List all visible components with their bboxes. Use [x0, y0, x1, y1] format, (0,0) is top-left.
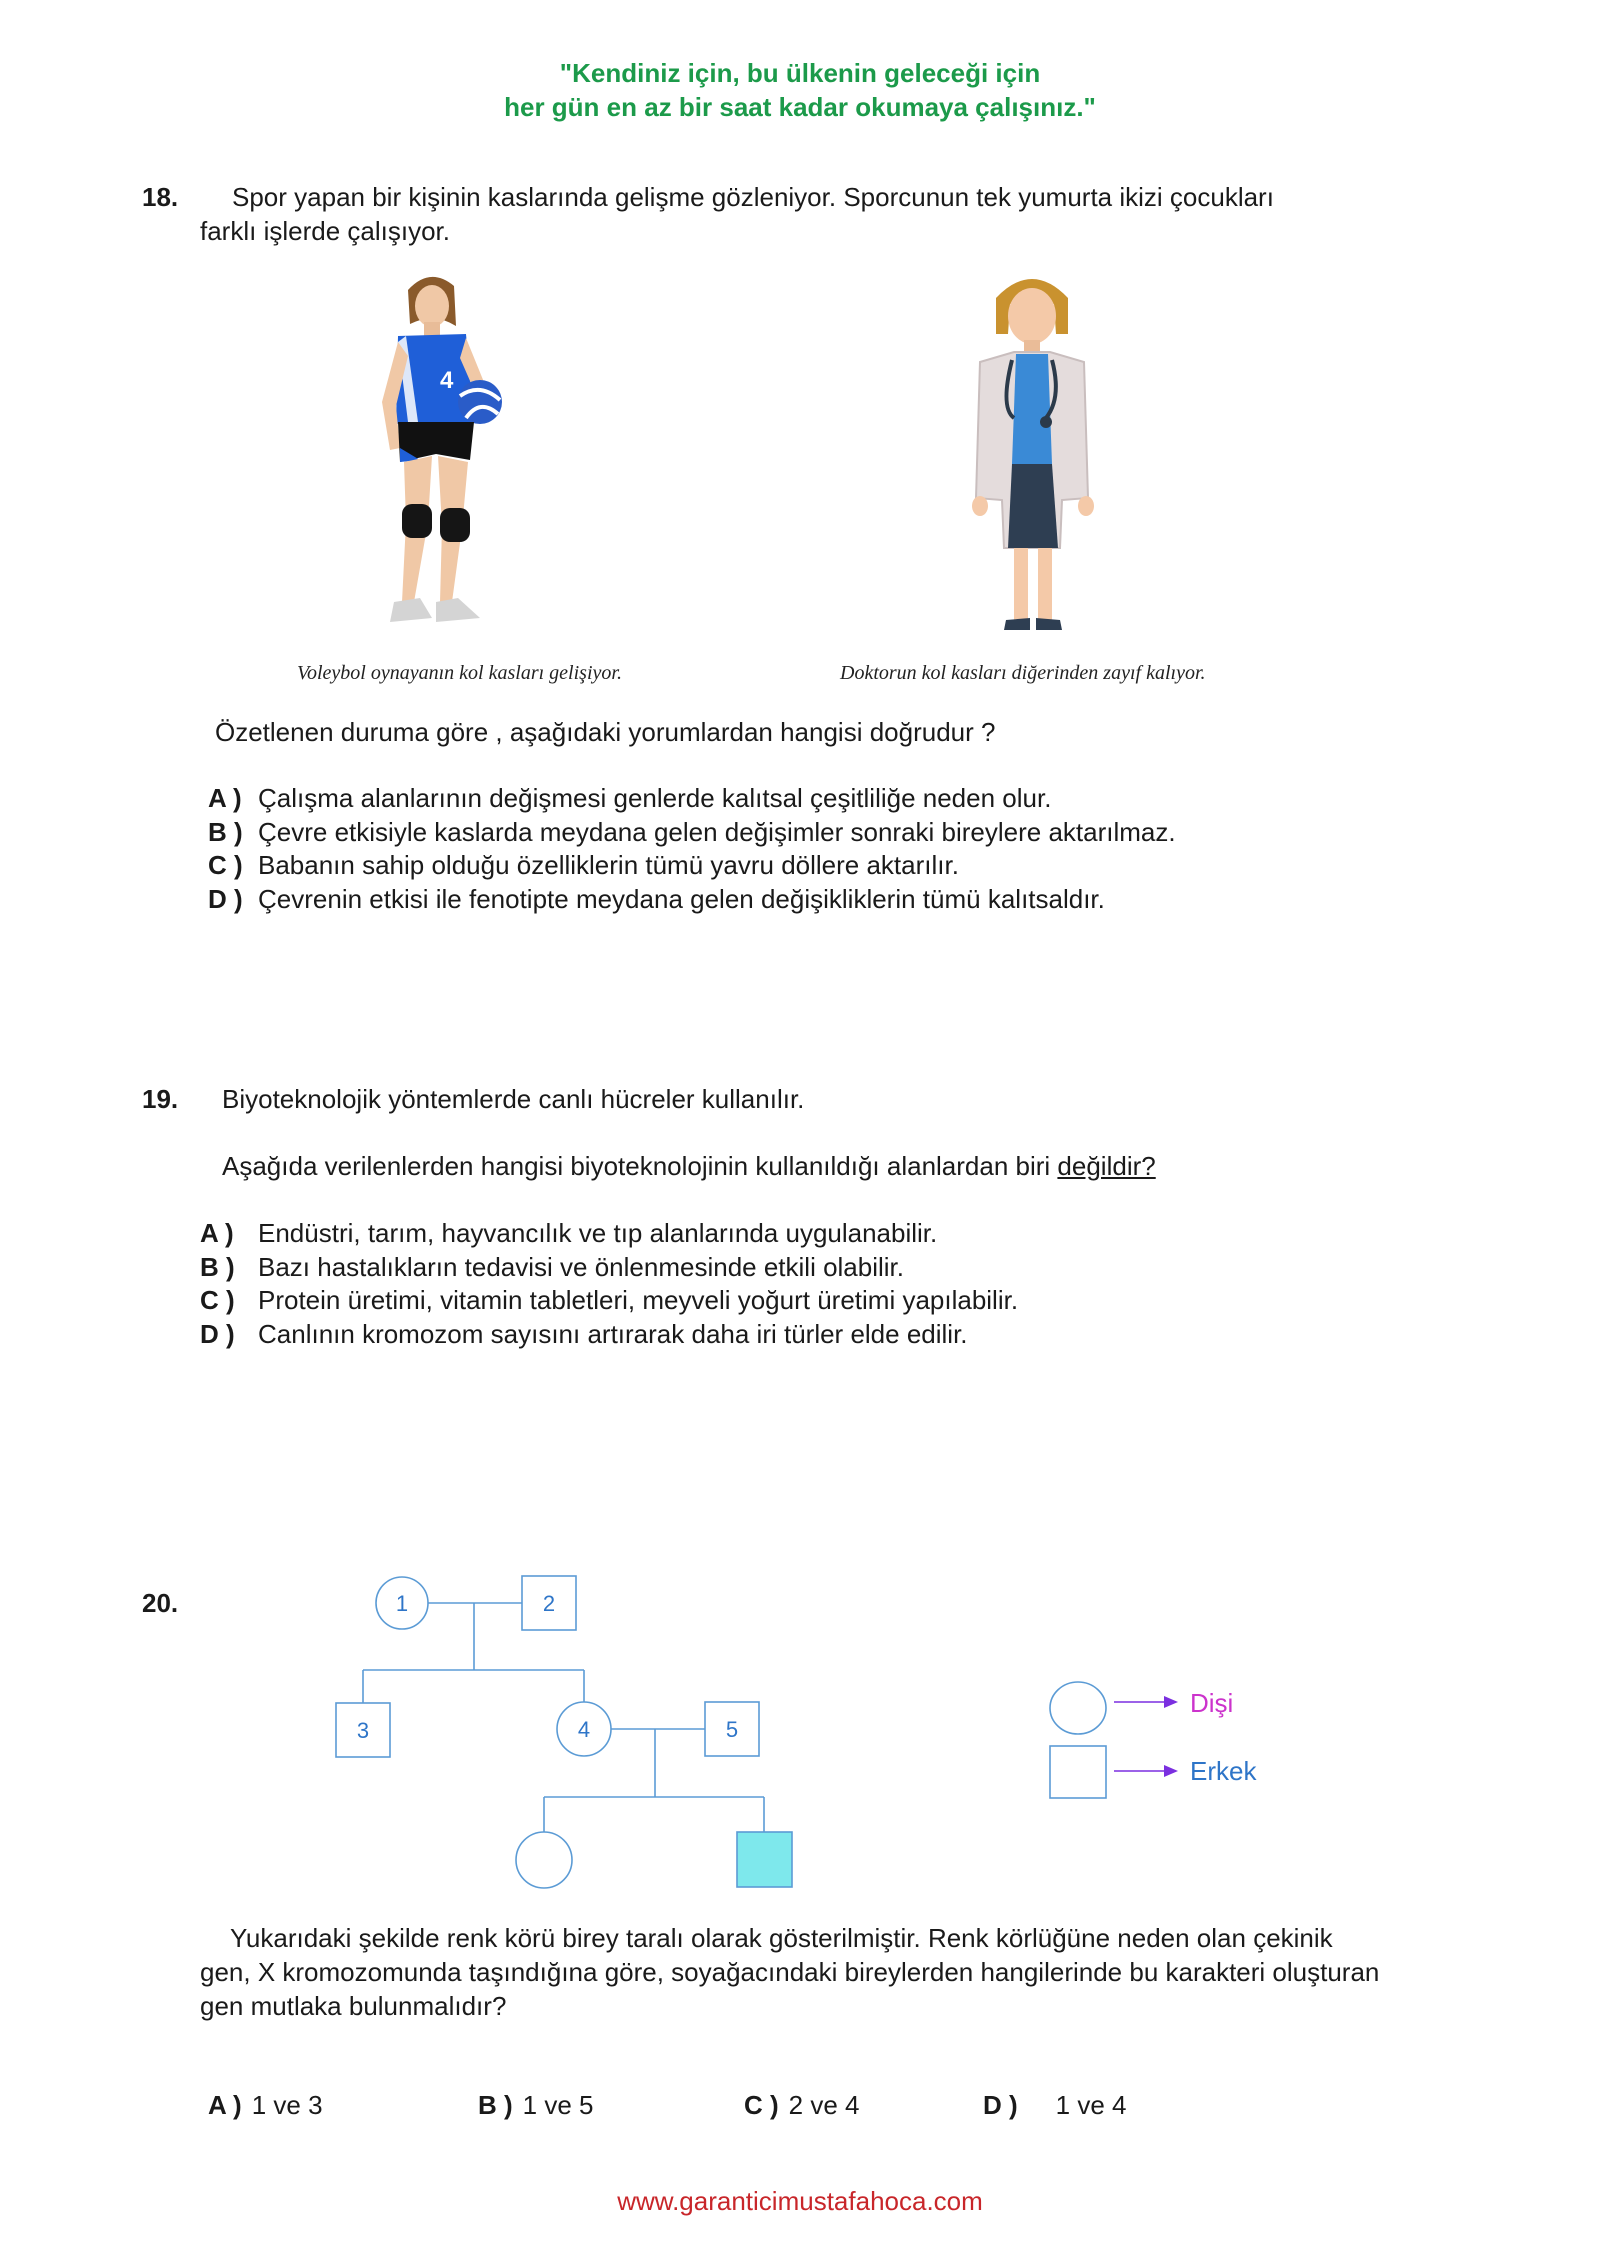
question-19-prompt-emphasis: değildir?: [1057, 1151, 1156, 1181]
q18-option-d-label: D ): [208, 883, 243, 914]
q19-option-b[interactable]: [200, 1251, 1018, 1285]
q20-option-b-label: B ): [478, 2090, 513, 2120]
q18-option-a-label: A ): [208, 783, 242, 813]
legend-male-label: Erkek: [1190, 1756, 1257, 1786]
svg-text:4: 4: [440, 367, 454, 394]
pedigree-label-5: 5: [725, 1717, 739, 1742]
question-19-prompt: [222, 1149, 1156, 1183]
q20-option-a-text: 1 ve 3: [251, 2090, 323, 2120]
question-18-number: 18.: [142, 182, 179, 212]
question-19-prompt-text: Aşağıda verilenlerden hangisi biyoteknolojinin kullanıldığı alanlardan biri: [222, 1151, 1058, 1181]
q19-option-b-text: Bazı hastalıkların tedavisi ve önlenmesinde etkili olabilir.: [258, 1251, 905, 1282]
caption-doctor: Doktorun kol kasları diğerinden zayıf kalıyor.: [840, 662, 1206, 684]
q18-option-c-label: C ): [208, 850, 243, 880]
question-18-stem-line-2: farklı işlerde çalışıyor.: [200, 216, 450, 246]
pedigree-child-female: [516, 1832, 572, 1888]
doctor-image: [950, 268, 1120, 638]
question-18-prompt: Özetlenen duruma göre , aşağıdaki yorumlardan hangisi doğrudur ?: [215, 717, 996, 747]
q19-option-d-text: Canlının kromozom sayısını artırarak daha iri türler elde edilir.: [258, 1318, 968, 1349]
q18-option-c-text: Babanın sahip olduğu özelliklerin tümü yavru döllere aktarılır.: [258, 850, 959, 880]
motto-line-2: her gün en az bir saat kadar okumaya çalışınız.": [504, 92, 1096, 122]
q20-option-b[interactable]: [478, 2090, 594, 2121]
q19-option-a-text: Endüstri, tarım, hayvancılık ve tıp alanlarında uygulanabilir.: [258, 1218, 938, 1248]
q19-option-d-label: D ): [200, 1318, 235, 1349]
q19-option-d[interactable]: [200, 1318, 1018, 1352]
pedigree-label-2: 2: [542, 1591, 556, 1616]
pedigree-chart: [0, 1540, 1600, 1900]
q20-option-c[interactable]: [744, 2090, 860, 2121]
q20-option-b-text: 1 ve 5: [522, 2090, 594, 2120]
question-19-options: [200, 1217, 1018, 1351]
q20-option-d[interactable]: [983, 2090, 1127, 2121]
q19-option-b-label: B ): [200, 1251, 235, 1282]
q19-option-c-label: C ): [200, 1285, 235, 1315]
pedigree-label-1: 1: [395, 1591, 409, 1616]
legend-male-symbol: [1050, 1746, 1106, 1798]
q20-option-c-label: C ): [744, 2090, 779, 2120]
header-motto: [0, 56, 1600, 124]
question-20-stem-line-2: gen, X kromozomunda taşındığına göre, soyağacındaki bireylerden hangilerinde bu karakteri oluşturan: [200, 1957, 1380, 1987]
pedigree-child-male-affected: [737, 1832, 792, 1887]
q18-option-a[interactable]: [208, 782, 1176, 816]
q20-option-a-label: A ): [208, 2090, 242, 2120]
q19-option-a[interactable]: [200, 1217, 1018, 1251]
motto-line-1: "Kendiniz için, bu ülkenin geleceği için: [559, 58, 1041, 88]
q18-option-b[interactable]: [208, 816, 1176, 850]
pedigree-label-4: 4: [577, 1717, 591, 1742]
volleyball-player-image: [370, 272, 540, 642]
question-18-options: [208, 782, 1176, 916]
legend-female-symbol: [1050, 1682, 1106, 1734]
question-20-stem-line-1: Yukarıdaki şekilde renk körü birey taralı olarak gösterilmiştir. Renk körlüğüne neden olan çekinik: [230, 1923, 1333, 1953]
question-20-stem-line-3: gen mutlaka bulunmalıdır?: [200, 1991, 507, 2021]
q19-option-c-text: Protein üretimi, vitamin tabletleri, meyveli yoğurt üretimi yapılabilir.: [258, 1285, 1019, 1315]
question-19-number: 19.: [142, 1084, 179, 1114]
q20-option-d-label: D ): [983, 2090, 1018, 2120]
q18-option-b-text: Çevre etkisiyle kaslarda meydana gelen değişimler sonraki bireylere aktarılmaz.: [258, 816, 1176, 847]
q18-option-a-text: Çalışma alanlarının değişmesi genlerde kalıtsal çeşitliliğe neden olur.: [258, 783, 1052, 813]
q18-option-d[interactable]: [208, 883, 1176, 917]
pedigree-label-3: 3: [356, 1718, 370, 1743]
q20-option-a[interactable]: [208, 2090, 323, 2121]
q18-option-c[interactable]: [208, 849, 1176, 883]
q18-option-b-label: B ): [208, 816, 243, 847]
footer-website-link[interactable]: www.garanticimustafahoca.com: [617, 2186, 983, 2216]
legend-female-arrow-icon: [1164, 1696, 1178, 1708]
caption-volleyball: Voleybol oynayanın kol kasları gelişiyor.: [297, 662, 622, 684]
q20-option-c-text: 2 ve 4: [788, 2090, 860, 2120]
q18-option-d-text: Çevrenin etkisi ile fenotipte meydana gelen değişikliklerin tümü kalıtsaldır.: [258, 883, 1105, 914]
question-18-stem-line-1: Spor yapan bir kişinin kaslarında gelişme gözleniyor. Sporcunun tek yumurta ikizi çocukları: [232, 182, 1274, 212]
legend-male-arrow-icon: [1164, 1765, 1178, 1777]
question-20-number: 20.: [142, 1588, 179, 1618]
question-19-stem: Biyoteknolojik yöntemlerde canlı hücreler kullanılır.: [222, 1084, 805, 1114]
q19-option-a-label: A ): [200, 1218, 234, 1248]
legend-female-label: Dişi: [1190, 1688, 1234, 1718]
q20-option-d-text: 1 ve 4: [1055, 2090, 1127, 2120]
q19-option-c[interactable]: [200, 1284, 1018, 1318]
